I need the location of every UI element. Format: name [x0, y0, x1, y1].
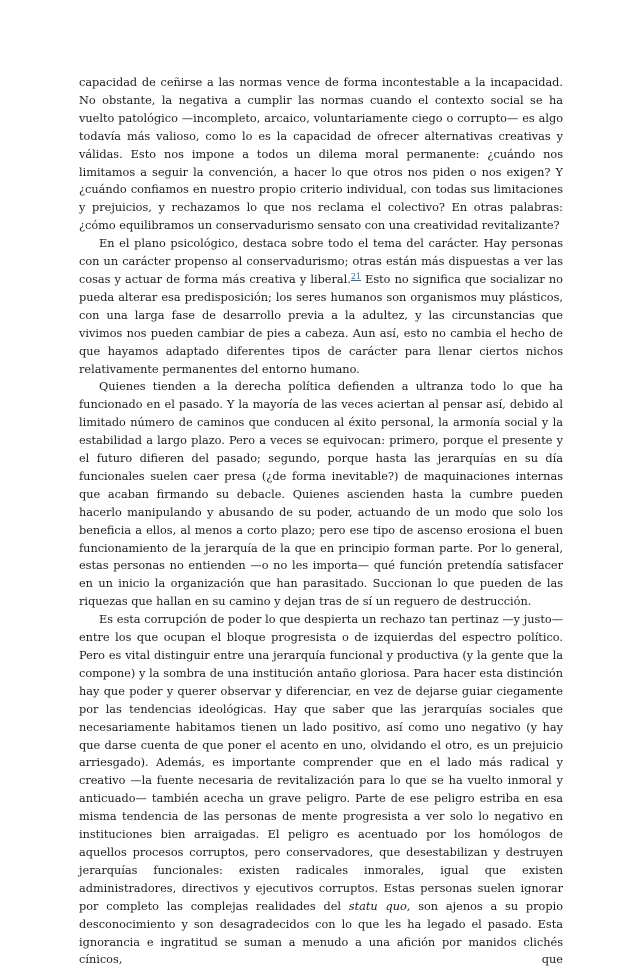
italic-text: statu quo,: [348, 899, 411, 913]
body-paragraph: [79, 378, 563, 611]
body-paragraph: [79, 74, 563, 235]
paragraph-text: son ajenos a su propio desconocimiento y son desagradecidos con lo que les ha legado el pasado. Esta ignorancia e ingratitud se suman a menudo a una afición por manidos clichés cínicos, que: [79, 899, 564, 967]
body-paragraph: [79, 235, 563, 378]
footnote-reference-link[interactable]: 21: [350, 271, 362, 281]
paragraph-text: Es esta corrupción de poder lo que despierta un rechazo tan pertinaz —y justo— entre los que ocupan el bloque progresista o de izquierdas del espectro político. Pero es vital distinguir entre una jerarquía funcional y productiva (y la gente que la compone) y la sombra de una institución antaño gloriosa. Para hacer esta distinción hay que poder y querer observar y diferenciar, en vez de dejarse guiar ciegamente por las tendencias ideológicas. Hay que saber que las jerarquías sociales que necesariamente habitamos tienen un lado positivo, así como uno negativo (y hay que darse cuenta de que poner el acento en uno, olvidando el otro, es un prejuicio arriesgado). Además, es importante comprender que en el lado más radical y creativo —la fuente necesaria de revitalización para lo que se ha vuelto inmoral y anticuado— también acecha un grave peligro. Parte de ese peligro estriba en esa misma tendencia de las personas de mente progresista a ver solo lo negativo en instituciones bien arraigadas. El peligro es acentuado por los homólogos de aquellos procesos corruptos, pero conservadores, que desestabilizan y destruyen jerarquías funcionales: existen radicales inmorales, igual que existen administradores, directivos y ejecutivos corruptos. Estas personas suelen ignorar por completo las complejas realidades del: [79, 613, 563, 913]
paragraph-text: capacidad de ceñirse a las normas vence de forma incontestable a la incapacidad. No obstante, la negativa a cumplir las normas cuando el contexto social se ha vuelto patológico —incompleto, arcaico, voluntariamente ciego o corrupto— es algo todavía más valioso, como lo es la capacidad de ofrecer alternativas creativas y válidas. Esto nos impone a todos un dilema moral permanente: ¿cuándo nos limitamos a seguir la convención, a hacer lo que otros nos piden o nos exigen? Y ¿cuándo confiamos en nuestro propio criterio individual, con todas sus limitaciones y prejuicios, y rechazamos lo que nos reclama el colectivo? En otras palabras: ¿cómo equilibramos un conservadurismo sensato con una creatividad revitalizante?: [79, 76, 563, 233]
paragraph-text: Esto no significa que socializar no pueda alterar esa predisposición; los seres humanos son organismos muy plásticos, con una larga fase de desarrollo previa a la adultez, y las circunstancias que vivimos nos pueden cambiar de pies a cabeza. Aun así, esto no cambia el hecho de que hayamos adaptado diferentes tipos de carácter para llenar ciertos nichos relativamente permanentes del entorno humano.: [79, 272, 563, 376]
body-paragraph: [79, 611, 563, 969]
document-page: [79, 74, 563, 969]
paragraph-text: En el plano psicológico, destaca sobre todo el tema del carácter. Hay personas con un carácter propenso al conservadurismo; otras están más dispuestas a ver las cosas y actuar de forma más creativa y liberal.: [79, 237, 563, 286]
paragraph-text: Quienes tienden a la derecha política defienden a ultranza todo lo que ha funcionado en el pasado. Y la mayoría de las veces aciertan al pensar así, debido al limitado número de caminos que conducen al éxito personal, la armonía social y la estabilidad a largo plazo. Pero a veces se equivocan: primero, porque el presente y el futuro difieren del pasado; segundo, porque hasta las jerarquías en su día funcionales suelen caer presa (¿de forma inevitable?) de maquinaciones internas que acaban firmando su debacle. Quienes ascienden hasta la cumbre pueden hacerlo manipulando y abusando de su poder, actuando de un modo que solo los beneficia a ellos, al menos a corto plazo; pero ese tipo de ascenso erosiona el buen funcionamiento de la jerarquía de la que en principio forman parte. Por lo general, estas personas no entienden —o no les importa— qué función pretendía satisfacer en un inicio la organización que han parasitado. Succionan lo que pueden de las riquezas que hallan en su camino y dejan tras de sí un reguero de destrucción.: [79, 380, 563, 609]
